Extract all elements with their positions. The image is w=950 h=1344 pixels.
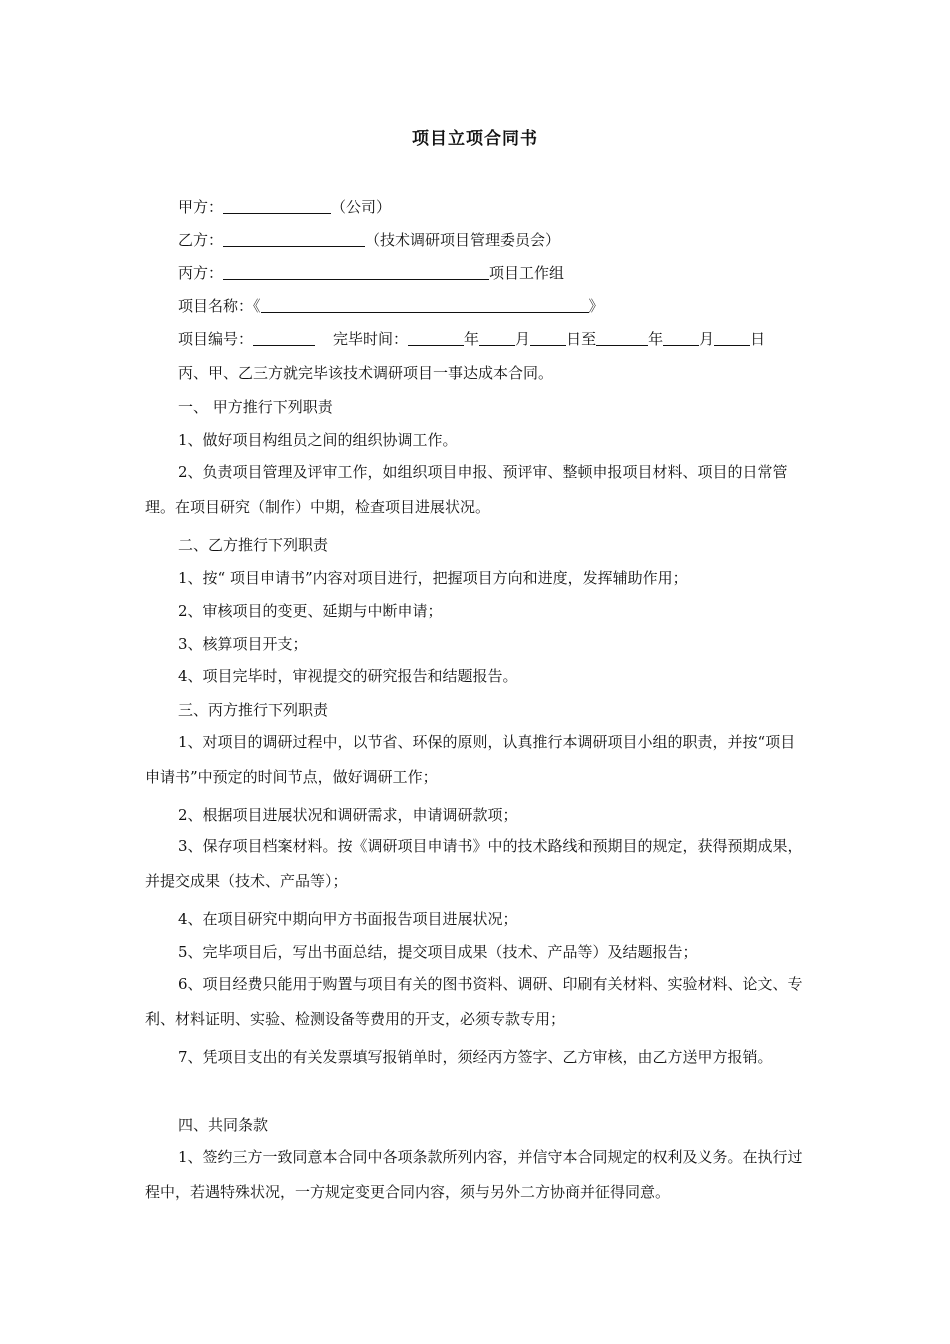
project-name-blank[interactable] [261,296,589,313]
clause-item: 3、保存项目档案材料。按《调研项目申请书》中的技术路线和预期目的规定，获得预期成果，并提交成果（技术、产品等）； [145,837,803,890]
day-label: 日 [750,330,766,348]
end-month-blank[interactable] [663,329,699,346]
party-b-blank[interactable] [223,230,365,247]
project-name-open-bracket: 《 [253,297,261,315]
section-heading: 一、 甲方推行下列职责 [178,398,333,416]
clause-item: 1、签约三方一致同意本合同中各项条款所列内容，并信守本合同规定的权利及义务。在执行过程中，若遇特殊状况，一方规定变更合同内容，须与另外二方协商并征得同意。 [145,1148,803,1201]
party-c-suffix: 项目工作组 [489,264,565,282]
document-title: 项目立项合同书 [412,129,538,149]
clause-item: 4、项目完毕时，审视提交的研究报告和结题报告。 [178,667,518,685]
clause-item: 1、按“ 项目申请书”内容对项目进行，把握项目方向和进度，发挥辅助作用； [178,569,688,587]
clause-item: 1、对项目的调研过程中，以节省、环保的原则，认真推行本调研项目小组的职责，并按“项目申请书”中预定的时间节点，做好调研工作； [145,733,796,786]
project-name-line [178,296,604,316]
start-month-blank[interactable] [479,329,515,346]
party-b-label: 乙方： [178,231,224,249]
party-b-line [178,230,560,250]
clause-item: 2、负责项目管理及评审工作，如组织项目申报、预评审、整顿申报项目材料、项目的日常管理。在项目研究（制作）中期，检查项目进展状况。 [145,463,788,516]
clause-item: 1、做好项目构组员之间的组织协调工作。 [178,431,458,449]
party-a-label: 甲方： [178,198,224,216]
intro-text: 丙、甲、乙三方就完毕该技术调研项目一事达成本合同。 [178,364,554,382]
finish-time-label: 完毕时间： [333,330,409,348]
clause-item: 5、完毕项目后，写出书面总结，提交项目成果（技术、产品等）及结题报告； [178,943,698,961]
party-c-line [178,263,564,283]
party-a-line [178,197,391,217]
clause-item: 6、项目经费只能用于购置与项目有关的图书资料、调研、印刷有关材料、实验材料、论文、专利、材料证明、实验、检测设备等费用的开支，必须专款专用； [145,975,803,1028]
project-number-blank[interactable] [253,329,315,346]
start-day-blank[interactable] [530,329,566,346]
project-number-line [178,329,765,349]
project-number-label: 项目编号： [178,330,254,348]
clause-item: 7、凭项目支出的有关发票填写报销单时，须经丙方签字、乙方审核，由乙方送甲方报销。 [178,1048,773,1066]
party-a-blank[interactable] [223,197,331,214]
section-heading: 四、共同条款 [178,1116,269,1134]
month-label: 月 [699,330,715,348]
clause-item: 2、审核项目的变更、延期与中断申请； [178,602,443,620]
year-label: 年 [464,330,480,348]
end-year-blank[interactable] [596,329,648,346]
section-heading: 三、丙方推行下列职责 [178,701,329,719]
month-label: 月 [515,330,531,348]
project-name-label: 项目名称： [178,297,254,315]
clause-item: 4、在项目研究中期向甲方书面报告项目进展状况； [178,910,518,928]
day-to-label: 日至 [566,330,597,348]
party-b-suffix: （技术调研项目管理委员会） [365,231,561,249]
party-c-label: 丙方： [178,264,224,282]
party-a-suffix: （公司） [331,198,392,216]
year-label: 年 [648,330,664,348]
end-day-blank[interactable] [714,329,750,346]
clause-item: 2、根据项目进展状况和调研需求，申请调研款项； [178,806,518,824]
project-name-close-bracket: 》 [588,297,604,315]
clause-item: 3、核算项目开支； [178,635,308,653]
party-c-blank[interactable] [223,263,489,280]
section-heading: 二、乙方推行下列职责 [178,536,329,554]
start-year-blank[interactable] [408,329,464,346]
